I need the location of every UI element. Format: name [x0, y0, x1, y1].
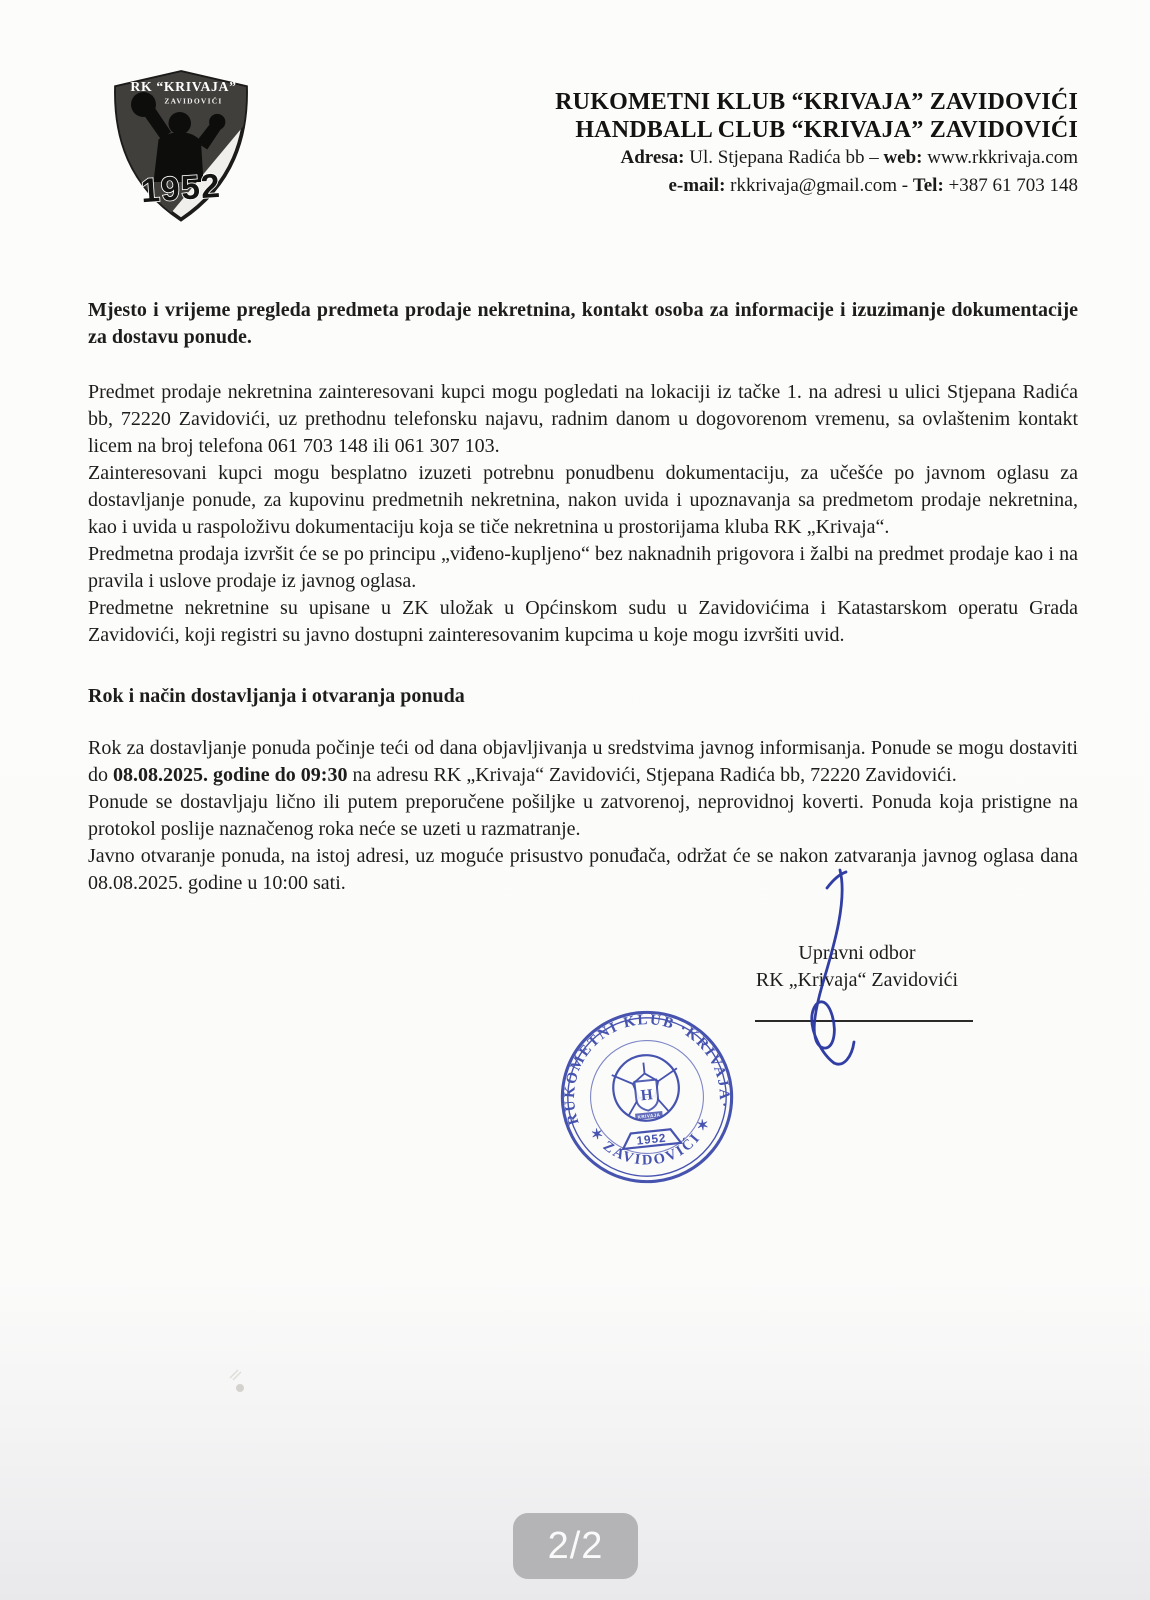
tel-value: +387 61 703 148: [943, 175, 1078, 196]
paragraph-opening: Javno otvaranje ponuda, na istoj adresi, uz moguće prisustvo ponuđača, održat će se nakon zatvaranja javnog oglasa dana 08.08.2025. godine u 10:00 sati.: [88, 845, 1078, 894]
deadline-text-post: na adresu RK „Krivaja“ Zavidovići, Stjepana Radića bb, 72220 Zavidovići.: [347, 764, 957, 786]
logo-club-name: RK “KRIVAJA”: [130, 78, 237, 94]
paragraph-seen-bought: Predmetna prodaja izvršit će se po principu „viđeno-kupljeno“ bez naknadnih prigovora i žalbi na predmet prodaje kao i na pravila i uslove prodaje iz javnog oglasa.: [88, 543, 1078, 592]
club-round-stamp: [547, 997, 747, 1197]
page-indicator-text: 2/2: [547, 1524, 604, 1567]
page-indicator-badge: [513, 1513, 638, 1579]
paragraph-deadline: [88, 735, 1078, 789]
web-value: www.rkkrivaja.com: [922, 147, 1078, 168]
stamp-year: 1952: [635, 1130, 668, 1148]
scan-smudge: [218, 1362, 258, 1402]
section-heading-deadline: Rok i način dostavljanja i otvaranja ponuda: [88, 685, 465, 707]
paragraph-viewing-location: Predmet prodaje nekretnina zainteresovani kupci mogu pogledati na lokaciji iz tačke 1. na adresi u ulici Stjepana Radića bb, 72220 Zavidovići, uz prethodnu telefonsku najavu, radnim danom u dogovorenom vremenu, sa ovlaštenim kontakt licem na broj telefona 061 703 148 ili 061 307 103.: [88, 381, 1078, 457]
deadline-text-pre: Rok za dostavljanje ponuda počinje teći od dana objavljivanja u sredstvima javnog informisanja. Ponude se mogu dostaviti do: [88, 737, 1078, 786]
club-title-english: HANDBALL CLUB “KRIVAJA” ZAVIDOVIĆI: [575, 117, 1078, 143]
letterhead: [458, 88, 1078, 200]
document-body: [88, 297, 1078, 897]
paragraph-documentation: Zainteresovani kupci mogu besplatno izuzeti potrebnu ponudbenu dokumentaciju, za učešće po javnom oglasu za dostavljanje ponude, za kupovinu predmetnih nekretnina, nakon uvida i upoznavanja sa predmetom prodaje nekretnina, kao i uvida u raspoloživu dokumentaciju koja se tiče nekretnina u prostorijama kluba RK „Krivaja“.: [88, 462, 1078, 538]
tel-label: Tel:: [912, 175, 944, 196]
club-logo-shield: [106, 62, 256, 232]
email-label: e-mail:: [668, 175, 726, 196]
contact-line: [458, 172, 1078, 200]
web-label: web:: [883, 147, 923, 168]
handwritten-signature: [770, 864, 900, 1079]
stamp-arc-top-text: RUKOMETNI KLUB ·KRIVAJA·: [561, 1012, 732, 1127]
stamp-shield-letter: H: [639, 1086, 654, 1105]
address-value: Ul. Stjepana Radića bb –: [684, 147, 884, 168]
signature-org: RK „Krivaja“ Zavidovići: [755, 969, 959, 991]
logo-year: 1952: [139, 166, 223, 211]
paragraph-delivery: Ponude se dostavljaju lično ili putem preporučene pošiljke u zatvorenoj, neprovidnoj koverti. Ponuda koja pristigne na protokol poslije naznačenog roka neće se uzeti u razmatranje.: [88, 791, 1078, 840]
logo-club-city: ZAVIDOVIĆI: [164, 96, 223, 106]
address-label: Adresa:: [620, 147, 685, 168]
deadline-date-bold: 08.08.2025. godine do 09:30: [113, 764, 348, 786]
signature-title: Upravni odbor: [798, 942, 916, 964]
email-value: rkkrivaja@gmail.com -: [725, 175, 913, 196]
paragraph-registry: Predmetne nekretnine su upisane u ZK uložak u Općinskom sudu u Zavidovićima i Katastarskom operatu Grada Zavidovići, koji registri su javno dostupni zainteresovanim kupcima u koje mogu izvršiti uvid.: [88, 597, 1078, 646]
section-heading-viewing: Mjesto i vrijeme pregleda predmeta prodaje nekretnina, kontakt osoba za informacije i izuzimanje dokumentacije za dostavu ponude.: [88, 299, 1078, 348]
club-title-bosnian: RUKOMETNI KLUB “KRIVAJA” ZAVIDOVIĆI: [555, 89, 1078, 115]
stamp-arc-bottom-text: ✶ ZAVIDOVIĆI ✶: [585, 1114, 715, 1169]
address-line: [458, 144, 1078, 172]
stamp-banner: KRIVAJA: [637, 1112, 661, 1120]
